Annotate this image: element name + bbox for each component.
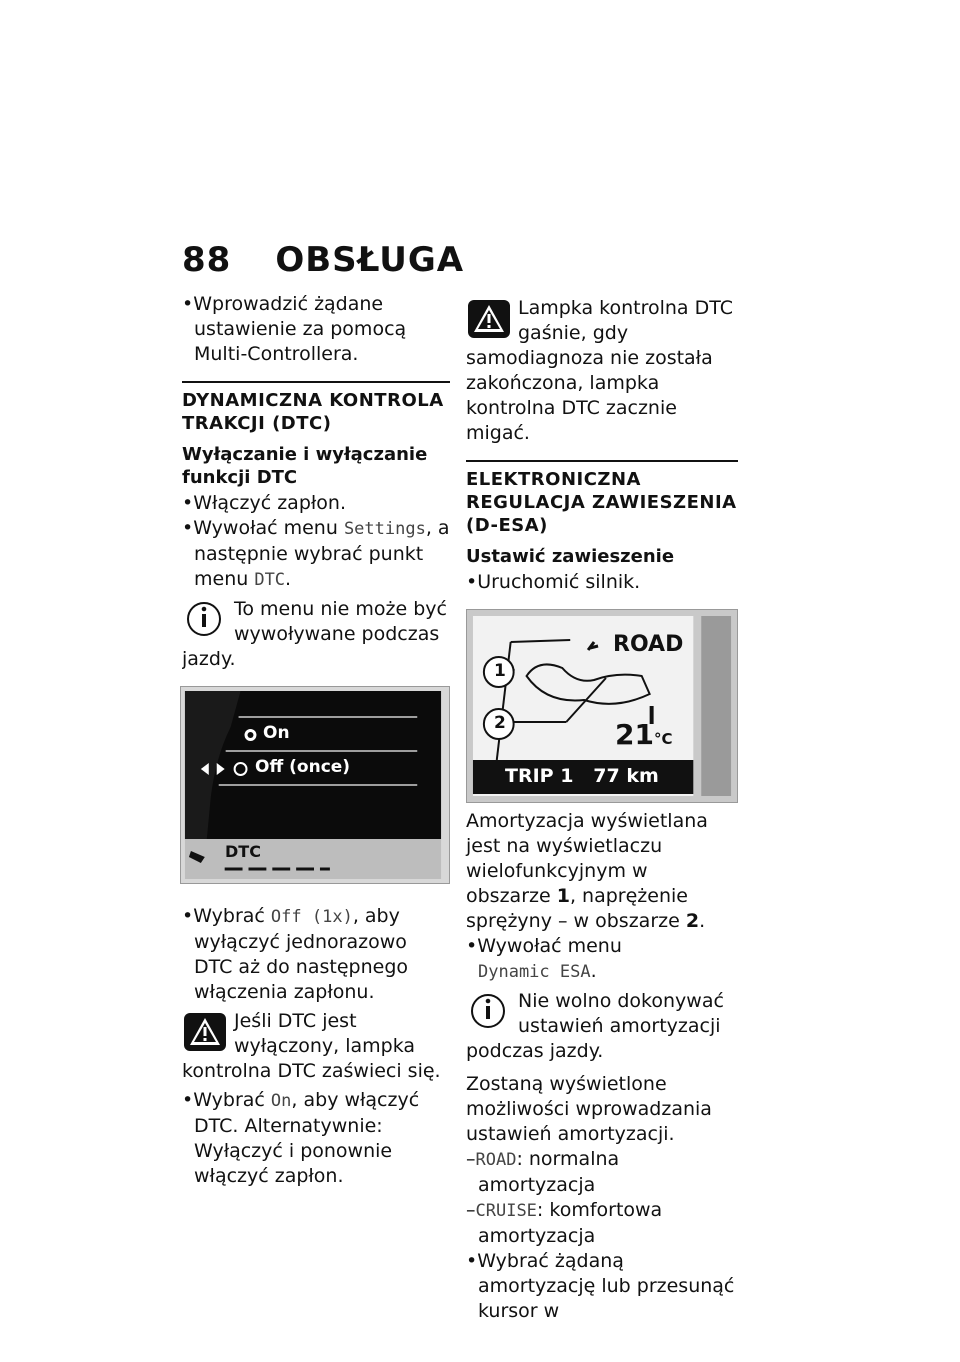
intro-bullet: • Wprowadzić żądane ustawienie za pomocą Multi-Controllera.	[182, 292, 450, 367]
bullet-off-once: • Wybrać Off (1x), aby wyłączyć jednorazowo DTC aż do następnego włączenia zapłonu.	[182, 904, 450, 1005]
option-road: – ROAD: normalna amortyzacja	[466, 1147, 738, 1198]
page-header	[182, 240, 464, 280]
display-option-on: On	[263, 723, 290, 743]
warning-note-2: Lampka kontrolna DTC gaśnie, gdy samodiagnoza nie została zakończona, lampka kontrolna DTC zacznie migać.	[466, 297, 734, 444]
display-temperature: 21°C	[615, 718, 673, 751]
display-trip: TRIP 1 77 km	[505, 765, 659, 787]
info-icon	[182, 597, 228, 643]
desa-display-image	[466, 609, 738, 803]
bullet-settings: • Wywołać menu Settings, a następnie wybrać punkt menu DTC.	[182, 516, 450, 593]
display-option-off: Off (once)	[255, 757, 351, 777]
display-mode: ROAD	[613, 632, 684, 657]
right-column	[466, 292, 738, 1324]
paragraph-areas: Amortyzacja wyświetlana jest na wyświetlaczu wielofunkcyjnym w obszarze 1, naprężenie sprężyny – w obszarze 2.	[466, 810, 708, 932]
section-divider	[466, 460, 738, 462]
left-column	[182, 292, 450, 1189]
subsection-title-dtc: Wyłączanie i wyłączanie funkcji DTC	[182, 444, 428, 488]
page-number: 88	[182, 240, 232, 280]
bullet-ignition: • Włączyć zapłon.	[182, 491, 450, 516]
display-marker-1: 1	[494, 661, 506, 681]
paragraph-options: Zostaną wyświetlone możliwości wprowadzania ustawień amortyzacji.	[466, 1073, 712, 1145]
bullet-start-engine: • Uruchomić silnik.	[466, 570, 738, 595]
option-cruise: – CRUISE: komfortowa amortyzacja	[466, 1198, 738, 1249]
bullet-on: • Wybrać On, aby włączyć DTC. Alternatywnie: Wyłączyć i ponownie włączyć zapłon.	[182, 1088, 450, 1189]
dtc-display-graphic	[181, 687, 449, 883]
info-icon	[466, 989, 512, 1035]
bullet-dynamic-esa: • Wywołać menu Dynamic ESA.	[466, 934, 738, 985]
dtc-display-image	[180, 686, 450, 884]
warning-icon	[182, 1009, 228, 1055]
section-divider	[182, 381, 450, 383]
display-marker-2: 2	[494, 713, 506, 733]
info-note-1: To menu nie może być wywoływane podczas jazdy.	[182, 598, 447, 670]
section-title-desa: ELEKTRONICZNA REGULACJA ZAWIESZENIA (D-ESA)	[466, 469, 737, 536]
bullet-select-damping: • Wybrać żądaną amortyzację lub przesunąć kursor w	[466, 1249, 738, 1324]
warning-icon	[466, 296, 512, 342]
info-note-2: Nie wolno dokonywać ustawień amortyzacji podczas jazdy.	[466, 990, 724, 1062]
display-menu-label: DTC	[225, 842, 261, 861]
section-title-dtc: DYNAMICZNA KONTROLA TRAKCJI (DTC)	[182, 390, 444, 434]
warning-note-1: Jeśli DTC jest wyłączony, lampka kontrolna DTC zaświeci się.	[182, 1010, 441, 1082]
subsection-title-desa: Ustawić zawieszenie	[466, 546, 675, 567]
page-title: OBSŁUGA	[275, 240, 465, 280]
